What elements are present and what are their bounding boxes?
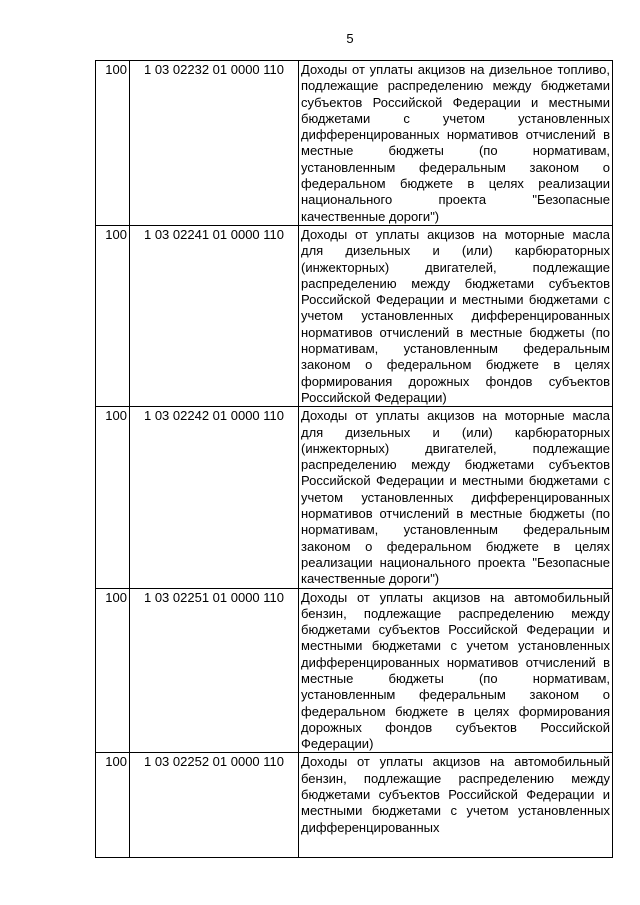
revenue-name-cell: Доходы от уплаты акцизов на моторные масла для дизельных и (или) карбюраторных (инжекторных) двигателей, подлежащие распределению между бюджетами субъектов Российской Федерации и местными бюджетами с учетом установленных дифференцированных нормативов отчислений в местные бюджеты (по нормативам, установленным федеральным законом о федеральном бюджете в целях формирования дорожных фондов субъектов Российской Федерации) — [299, 225, 613, 406]
revenue-name-cell: Доходы от уплаты акцизов на автомобильный бензин, подлежащие распределению между бюджетами субъектов Российской Федерации и местными бюджетами с учетом установленных дифференцированных нормативов отчислений в местные бюджеты (по нормативам, установленным федеральным законом о федеральном бюджете в целях формирования дорожных фондов субъектов Российской Федерации) — [299, 588, 613, 753]
revenue-name-cell: Доходы от уплаты акцизов на автомобильный бензин, подлежащие распределению между бюджетами субъектов Российской Федерации и местными бюджетами с учетом установленных дифференцированных — [299, 753, 613, 858]
table-row — [96, 753, 613, 858]
administrator-code-cell: 100 — [96, 588, 130, 753]
administrator-code-cell: 100 — [96, 61, 130, 226]
budget-classification-code-cell: 1 03 02252 01 0000 110 — [130, 753, 299, 858]
administrator-code-cell: 100 — [96, 225, 130, 406]
budget-classification-code-cell: 1 03 02251 01 0000 110 — [130, 588, 299, 753]
table-row — [96, 61, 613, 226]
page-number: 5 — [346, 31, 354, 46]
budget-classification-code-cell: 1 03 02241 01 0000 110 — [130, 225, 299, 406]
table-row — [96, 588, 613, 753]
table-row — [96, 407, 613, 588]
table-row — [96, 225, 613, 406]
budget-classification-code-cell: 1 03 02242 01 0000 110 — [130, 407, 299, 588]
administrator-code-cell: 100 — [96, 407, 130, 588]
budget-classification-code-cell: 1 03 02232 01 0000 110 — [130, 61, 299, 226]
revenue-name-cell: Доходы от уплаты акцизов на моторные масла для дизельных и (или) карбюраторных (инжекторных) двигателей, подлежащие распределению между бюджетами субъектов Российской Федерации и местными бюджетами с учетом установленных дифференцированных нормативов отчислений в местные бюджеты (по нормативам, установленным федеральным законом о федеральном бюджете в целях реализации национального проекта "Безопасные качественные дороги") — [299, 407, 613, 588]
revenue-name-cell: Доходы от уплаты акцизов на дизельное топливо, подлежащие распределению между бюджетами субъектов Российской Федерации и местными бюджетами с учетом установленных дифференцированных нормативов отчислений в местные бюджеты (по нормативам, установленным федеральным законом о федеральном бюджете в целях реализации национального проекта "Безопасные качественные дороги") — [299, 61, 613, 226]
revenue-classification-table — [95, 60, 613, 858]
administrator-code-cell: 100 — [96, 753, 130, 858]
